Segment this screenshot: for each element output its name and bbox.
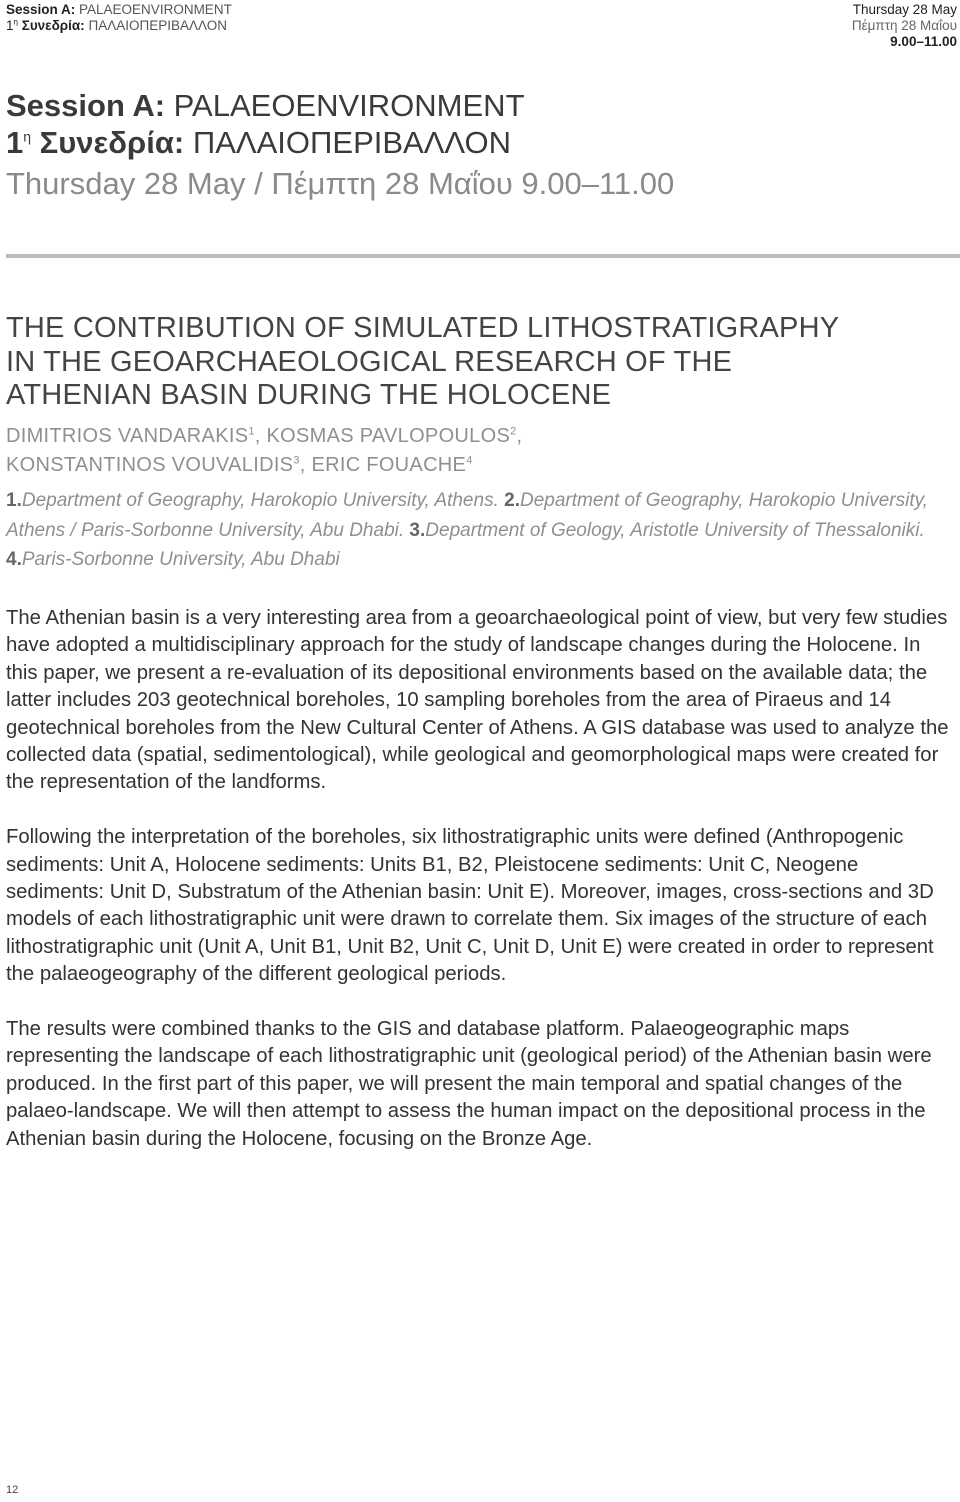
running-header-right — [852, 2, 957, 50]
author: KONSTANTINOS VOUVALIDIS$^3$, — [6, 454, 312, 476]
paper-title-line: ATHENIAN BASIN DURING THE HOLOCENE — [6, 379, 612, 411]
paper-title-line: THE CONTRIBUTION OF SIMULATED LITHOSTRATIGRAPHY — [6, 312, 840, 344]
abstract-paragraph: The results were combined thanks to the GIS and database platform. Palaeogeographic maps representing the landscape of each lithostratigraphic unit (geological period) of the Athenian basin were produced. In the first part of this paper, we will present the main temporal and spatial changes of the palaeo-landscape. We will then attempt to assess the human impact on the depositional process in the Athenian basin during the Holocene, focusing on the Bronze Age. — [6, 1018, 932, 1150]
affiliation: 2.Department of Geography, Harokopio University, Athens / Paris-Sorbonne University, Abu Dhabi. — [6, 490, 928, 541]
session-title-gr: $1^\eta$ Συνεδρία: ΠΑΛΑΙΟΠΕΡΙΒΑΛΛΟΝ — [6, 125, 511, 160]
affiliations — [6, 486, 946, 575]
paper-title-line: IN THE GEOARCHAEOLOGICAL RESEARCH OF THE — [6, 345, 733, 378]
session-heading — [6, 88, 956, 204]
running-header-left — [6, 2, 232, 34]
running-header-time: 9.00–11.00 — [890, 34, 957, 49]
affiliation: 4.Paris-Sorbonne University, Abu Dhabi — [6, 549, 340, 570]
page-number: 12 — [6, 1484, 19, 1496]
affiliation: 3.Department of Geology, Aristotle University of Thessaloniki. — [409, 519, 925, 541]
running-header-date-en: Thursday 28 May — [852, 2, 957, 17]
author: ERIC FOUACHE$^4$ — [311, 454, 473, 476]
abstract-paragraph: Following the interpretation of the boreholes, six lithostratigraphic units were defined (Anthropogenic sediments: Unit A, Holocene sediments: Units B1, B2, Pleistocene sediments: Unit C, Neogene sediments: Unit D, Substratum of the Athenian basin: Unit E). Moreover, images, cross-sections and 3D models of each lithostratigraphic unit were drawn to correlate them. Six images of the structure of each lithostratigraphic unit (Unit A, Unit B1, Unit B2, Unit C, Unit D, Unit E) were created in order to represent the palaeogeography of the different geological periods. — [6, 826, 934, 986]
paper-title — [6, 312, 946, 413]
session-title-en: Session A: PALAEOENVIRONMENT — [6, 88, 525, 123]
running-header-session-gr: $1^\eta$ Συνεδρία: ΠΑΛΑΙΟΠΕΡΙΒΑΛΛΟΝ — [6, 17, 227, 33]
session-date: Thursday 28 May / Πέμπτη 28 Μαΐου 9.00–11.00 — [6, 166, 675, 201]
section-divider — [6, 254, 960, 258]
abstract-paragraph: The Athenian basin is a very interesting area from a geoarchaeological point of view, but very few studies have adopted a multidisciplinary approach for the study of landscape changes during the Holocene. In this paper, we present a re-evaluation of its depositional environments based on the available data; the latter includes 203 geotechnical boreholes, 10 sampling boreholes from the area of Piraeus and 14 geotechnical boreholes from the New Cultural Center of Athens. A GIS database was used to analyze the collected data (spatial, sedimentological), while geological and geomorphological maps were created for the representation of the landforms. — [6, 607, 949, 794]
affiliation: 1.Department of Geography, Harokopio University, Athens. — [6, 490, 505, 511]
author-list — [6, 422, 946, 480]
abstract-body — [6, 605, 956, 1180]
author: KOSMAS PAVLOPOULOS$^2$, — [266, 425, 523, 447]
running-header-date-gr: Πέμπτη 28 Μαΐου — [851, 18, 957, 33]
running-header-session-en: Session A: PALAEOENVIRONMENT — [6, 2, 232, 17]
author: DIMITRIOS VANDARAKIS$^1$, — [6, 425, 267, 447]
